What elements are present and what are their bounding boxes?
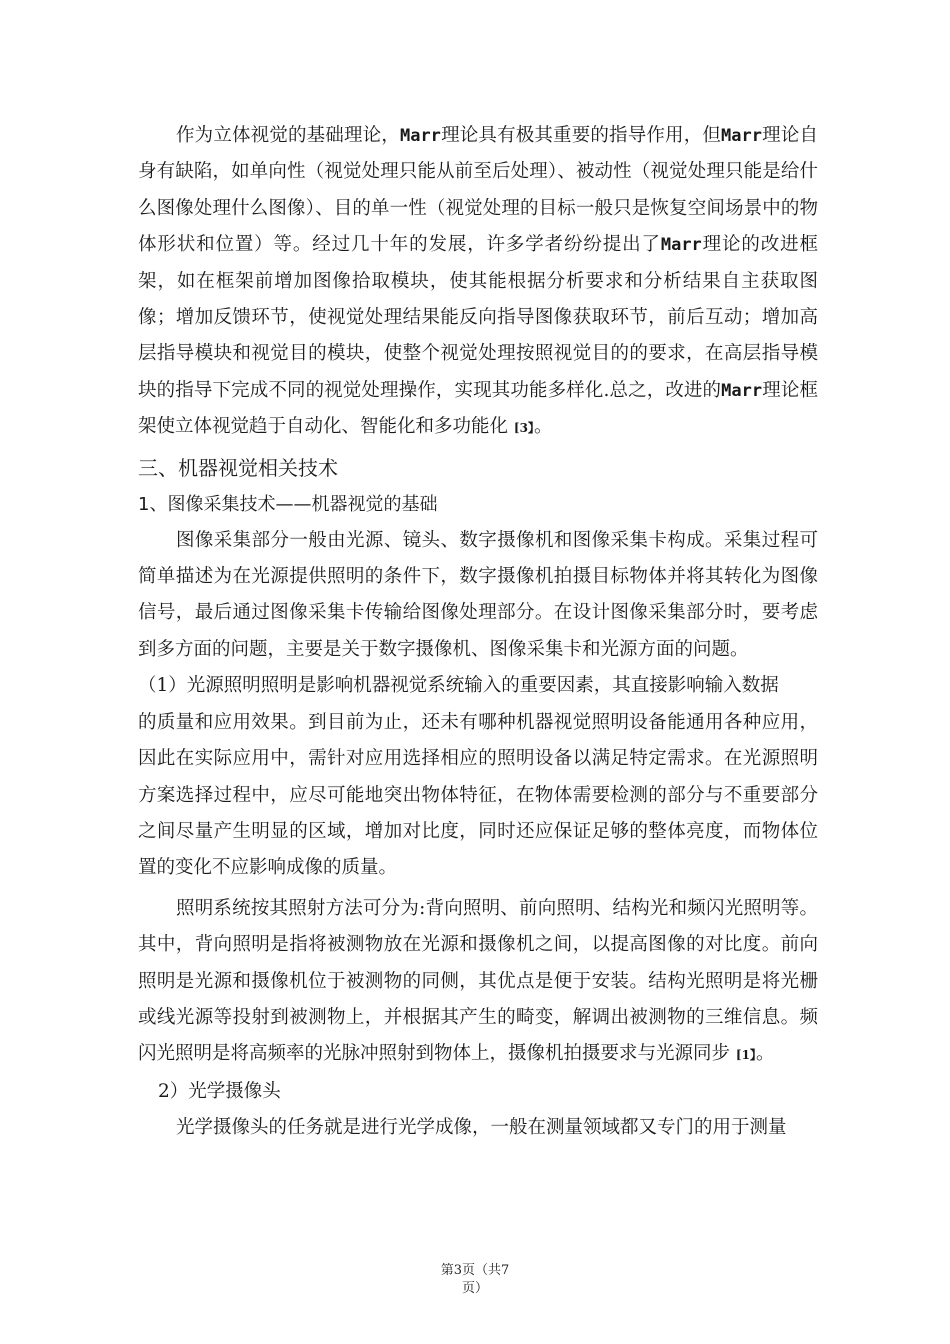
page-number-line1: 第3页（共7 <box>440 1263 510 1278</box>
text-span: 理论框架使立体视觉趋于自动化、智能化和多功能化 <box>138 379 818 438</box>
text-span: 。 <box>533 416 553 438</box>
marr-term: Marr <box>721 380 763 401</box>
document-body <box>138 118 818 1147</box>
text-span: 照明系统按其照射方法可分为:背向照明、前向照明、结构光和频闪光照明等。其中，背向照明是指将被测物放在光源和摄像机之间，以提高图像的对比度。前向照明是光源和摄像机位于被测物的同侧，其优点是便于安装。结构光照明是将光栅或线光源等投射到被测物上，并根据其产生的畸变，解调出被测物的三维信息。频闪光照明是将高频率的光脉冲照射到物体上，摄像机拍摄要求与光源同步 <box>138 897 818 1065</box>
citation-ref: [1】 <box>735 1048 756 1063</box>
marr-term: Marr <box>660 235 702 256</box>
marr-term: Marr <box>721 126 762 146</box>
text-span: 作为立体视觉的基础理论， <box>176 125 400 146</box>
paragraph-optical-camera: 光学摄像头的任务就是进行光学成像，一般在测量领域都又专门的用于测量 <box>176 1117 787 1139</box>
paragraph-lighting-methods <box>138 891 818 1074</box>
paragraph-marr-theory <box>138 118 818 447</box>
paragraph-image-acquisition: 图像采集部分一般由光源、镜头、数字摄像机和图像采集卡构成。采集过程可简单描述为在光源提供照明的条件下，数字摄像机拍摄目标物体并将其转化为图像信号，最后通过图像采集卡传输给图像处理部分。在设计图像采集部分时，要考虑到多方面的问题，主要是关于数字摄像机、图像采集卡和光源方面的问题。 <box>138 529 818 660</box>
section-heading: 三、机器视觉相关技术 <box>138 455 338 480</box>
text-span: 理论自身有缺陷，如单向性（视觉处理只能从前至后处理）、被动性（视觉处理只能是给什么图像处理什么图像）、目的单一性（视觉处理的目标一般只是恢复空间场景中的物体形状和位置）等。经过几十年的发展，许多学者纷纷提出了 <box>138 125 818 256</box>
text-span: 。 <box>755 1043 775 1065</box>
page-number-line2: 页） <box>461 1281 488 1296</box>
page-footer <box>0 1262 950 1298</box>
item-heading-light-source: （1）光源照明照明是影响机器视觉系统输入的重要因素，其直接影响输入数据 <box>138 675 779 697</box>
citation-ref: [3】 <box>513 421 534 436</box>
marr-term: Marr <box>399 126 441 146</box>
paragraph-lighting: 的质量和应用效果。到目前为止，还未有哪种机器视觉照明设备能通用各种应用，因此在实际应用中，需针对应用选择相应的照明设备以满足特定需求。在光源照明方案选择过程中，应尽可能地突出物体特征，在物体需要检测的部分与不重要部分之间尽量产生明显的区域，增加对比度，同时还应保证足够的整体亮度，而物体位置的变化不应影响成像的质量。 <box>138 711 818 879</box>
text-span: 理论具有极其重要的指导作用，但 <box>440 125 722 146</box>
subsection-heading: 1、图像采集技术——机器视觉的基础 <box>138 493 438 515</box>
item-heading-optical-camera: 2）光学摄像头 <box>158 1080 281 1102</box>
text-span: 理论的改进框架，如在框架前增加图像拾取模块，使其能根据分析要求和分析结果自主获取图像；增加反馈环节，使视觉处理结果能反向指导图像获取环节，前后互动；增加高层指导模块和视觉目的模块，使整个视觉处理按照视觉目的的要求，在高层指导模块的指导下完成不同的视觉处理操作，实现其功能多样化.总之，改进的 <box>138 234 818 401</box>
